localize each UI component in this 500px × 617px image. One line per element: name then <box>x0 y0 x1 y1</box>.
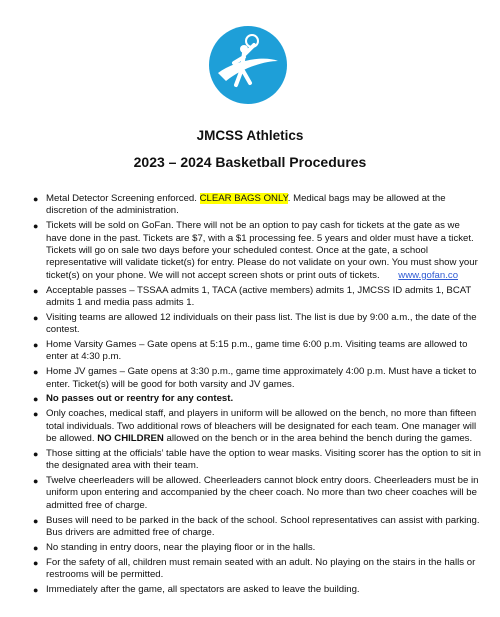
bullet-icon: ● <box>33 221 39 232</box>
bullet-icon: ● <box>33 367 39 378</box>
list-item: ● Home Varsity Games – Gate opens at 5:15 p.m., game time 6:00 p.m. Visiting teams are allowed to enter at 4:30 p.m. <box>33 339 468 363</box>
bullet-icon: ● <box>33 584 39 595</box>
list-item: ● For the safety of all, children must remain seated with an adult. No playing on the stairs in the halls or restrooms will be permitted. <box>33 556 476 581</box>
list-item: ● Home JV games – Gate opens at 3:30 p.m., game time approximately 4:00 p.m. Must have a ticket to enter. Ticket(s) will be good for both varsity and JV games. <box>33 366 477 390</box>
bullet-icon: ● <box>33 542 39 553</box>
bullet-icon: ● <box>33 448 39 459</box>
list-item: ● Metal Detector Screening enforced. CLEAR BAGS ONLY. Medical bags may be allowed at the discretion of the administration. <box>33 193 446 217</box>
bullet-icon: ● <box>33 409 39 420</box>
bullet-icon: ● <box>33 312 39 323</box>
bullet-icon: ● <box>33 285 39 296</box>
list-item: ● Those sitting at the officials’ table have the option to wear masks. Visiting scorer has the option to sit in the designated area with their team. <box>33 447 481 472</box>
bullet-icon: ● <box>33 394 39 405</box>
bullet-icon: ● <box>33 515 39 526</box>
list-item: ● No passes out or reentry for any contest. <box>33 393 234 405</box>
procedure-list <box>30 193 482 599</box>
list-item: ● Twelve cheerleaders will be allowed. Cheerleaders cannot block entry doors. Cheerleaders must be in uniform upon entering and accompanied by the cheer coach. No more than two cheer coaches will be admitted free of charge. <box>33 475 479 511</box>
list-item: ● No standing in entry doors, near the playing floor or in the halls. <box>33 541 316 553</box>
page-subtitle: 2023 – 2024 Basketball Procedures <box>133 154 367 170</box>
gofan-link[interactable]: www.gofan.co <box>398 269 459 281</box>
list-item: ● Visiting teams are allowed 12 individuals on their pass list. The list is due by 9:00 a.m., the date of the contest. <box>33 311 477 336</box>
bullet-icon: ● <box>33 557 39 568</box>
athletics-logo-icon <box>208 25 288 105</box>
page-title: JMCSS Athletics <box>196 128 304 143</box>
bullet-icon: ● <box>33 476 39 487</box>
list-item: ● Buses will need to be parked in the back of the school. School representatives can assist with parking. Bus drivers are admitted free of charge. <box>33 514 480 539</box>
list-item: ● Acceptable passes – TSSAA admits 1, TACA (active members) admits 1, JMCSS ID admits 1, BCAT admits 1 and media pass admits 1. <box>33 284 472 309</box>
bullet-icon: ● <box>33 194 39 204</box>
highlighted-text: CLEAR BAGS ONLY <box>199 193 288 204</box>
list-item: ● Only coaches, medical staff, and players in uniform will be allowed on the bench, no more than fifteen total individuals. Two additional rows of bleachers will be designated for each team. One manager will be allowed. NO CHILDREN allowed on the bench or in the area behind the bench during the games. <box>33 408 477 445</box>
list-item: ● Tickets will be sold on GoFan. There will not be an option to pay cash for tickets at the gate as we have done in the past. Tickets are $7, with a $1 processing fee. 5 years and older must have a ticket. Tickets will go on sale two days before your scheduled contest. Once at the gate, a school representative will validate ticket(s) for entry. Please do not validate on your own. You must show your ticket(s) on your phone. We will not accept screen shots or print outs of tickets. www.gofan.co <box>33 220 478 281</box>
list-item: ● Immediately after the game, all spectators are asked to leave the building. <box>33 583 360 595</box>
bullet-icon: ● <box>33 340 39 351</box>
